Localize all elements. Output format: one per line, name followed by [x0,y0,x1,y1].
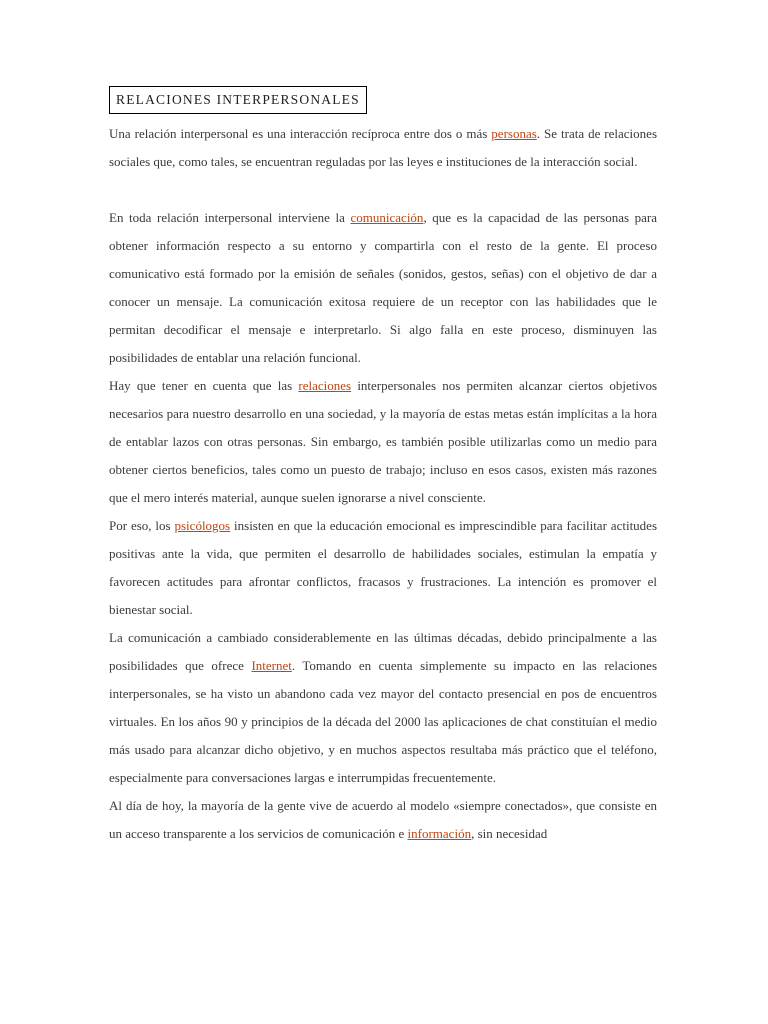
paragraph-text: . Se trata de relaciones sociales que, como tales, se encuentran reguladas por las leyes e instituciones de la interacción social. [109,126,658,169]
paragraph-1 [109,120,657,176]
link-informacion[interactable]: información [407,826,472,841]
paragraph-3 [109,372,657,512]
link-personas[interactable]: personas [491,126,537,141]
document-body [109,86,657,848]
paragraph-text: , que es la capacidad de las personas para obtener información respecto a su entorno y compartirla con el resto de la gente. El proceso comunicativo está formado por la emisión de señales (sonidos, gestos, señas) con el objetivo de dar a conocer un mensaje. La comunicación exitosa requiere de un receptor con las habilidades que le permitan decodificar el mensaje e interpretarlo. Si algo falla en este proceso, disminuyen las posibilidades de entablar una relación funcional. [109,210,658,365]
paragraph-text: Hay que tener en cuenta que las [109,378,299,393]
paragraph-text: En toda relación interpersonal interviene la [109,210,351,225]
paragraph-text: , sin necesidad [471,826,548,841]
paragraph-4 [109,512,657,624]
paragraph-2 [109,204,657,372]
paragraph-6 [109,792,657,848]
paragraph-text: Por eso, los [109,518,175,533]
link-relaciones[interactable]: relaciones [298,378,352,393]
link-comunicacion[interactable]: comunicación [350,210,424,225]
paragraph-text: insisten en que la educación emocional es imprescindible para facilitar actitudes positivas ante la vida, que permiten el desarrollo de habilidades sociales, estimulan la empatía y favorecen actitudes para afrontar conflictos, fracasos y frustraciones. La intención es promover el bienestar social. [109,518,658,617]
paragraph-5 [109,624,657,792]
paragraph-text: Al día de hoy, la mayoría de la gente vive de acuerdo al modelo «siempre conectados», que consiste en un acceso transparente a los servicios de comunicación e [109,798,657,841]
link-internet[interactable]: Internet [251,658,292,673]
paragraph-text: La comunicación a cambiado considerablemente en las últimas décadas, debido principalmente a las posibilidades que ofrece [109,630,657,673]
paragraph-text: interpersonales nos permiten alcanzar ciertos objetivos necesarios para nuestro desarrollo en una sociedad, y la mayoría de estas metas están implícitas a la hora de entablar lazos con otras personas. Sin embargo, es también posible utilizarlas como un medio para obtener ciertos beneficios, tales como un puesto de trabajo; incluso en esos casos, existen más razones que el mero interés material, aunque suelen ignorarse a nivel consciente. [109,378,657,505]
link-psicologos[interactable]: psicólogos [174,518,231,533]
paragraph-text: . Tomando en cuenta simplemente su impacto en las relaciones interpersonales, se ha visto un abandono cada vez mayor del contacto presencial en pos de encuentros virtuales. En los años 90 y principios de la década del 2000 las aplicaciones de chat constituían el medio más usado para alcanzar dicho objetivo, y en muchos aspectos resultaba más práctico que el teléfono, especialmente para conversaciones largas e interrumpidas frecuentemente. [109,658,658,785]
document-title: RELACIONES INTERPERSONALES [109,86,367,114]
paragraph-text: Una relación interpersonal es una interacción recíproca entre dos o más [109,126,492,141]
